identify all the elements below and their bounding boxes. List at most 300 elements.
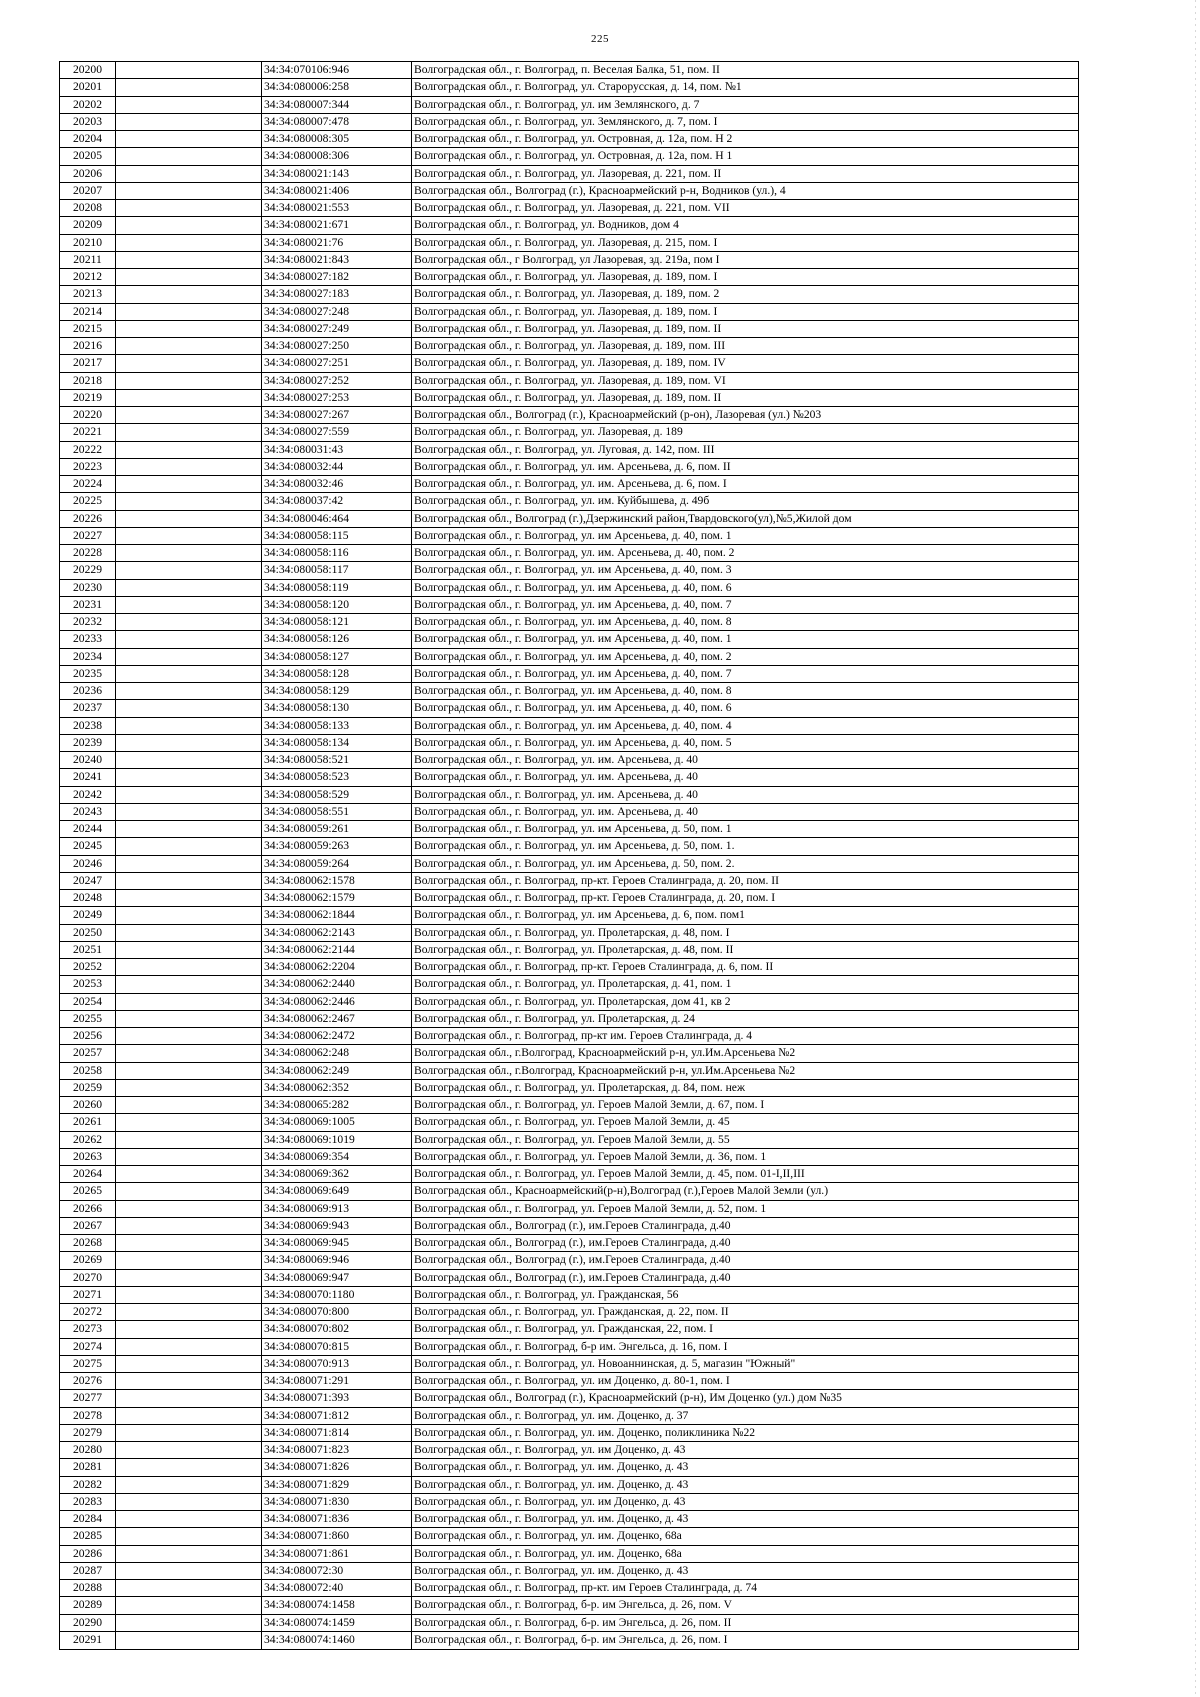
row-number-cell: 20249 (60, 907, 116, 923)
cadastral-number-cell: 34:34:080008:306 (262, 148, 412, 164)
empty-cell (116, 1425, 262, 1441)
empty-cell (116, 1390, 262, 1406)
table-row (60, 942, 1078, 959)
address-cell: Волгоградская обл., Красноармейский(р-н),Волгоград (г.),Героев Малой Земли (ул.) (414, 1184, 829, 1198)
empty-cell (116, 269, 262, 285)
empty-cell (116, 1339, 262, 1355)
row-number-cell: 20276 (60, 1373, 116, 1389)
cadastral-number-cell: 34:34:080058:116 (262, 545, 412, 561)
empty-cell (116, 1511, 262, 1527)
row-number-cell: 20247 (60, 873, 116, 889)
empty-cell (116, 321, 262, 337)
cadastral-number-cell: 34:34:080058:127 (262, 649, 412, 665)
cadastral-number-cell: 34:34:080069:1019 (262, 1132, 412, 1148)
empty-cell (116, 1494, 262, 1510)
row-number-cell: 20264 (60, 1166, 116, 1182)
row-number-cell: 20272 (60, 1304, 116, 1320)
table-row (60, 424, 1078, 441)
row-number-cell: 20202 (60, 97, 116, 113)
cadastral-number-cell: 34:34:080065:282 (262, 1097, 412, 1113)
empty-cell (116, 907, 262, 923)
empty-cell (116, 994, 262, 1010)
address-cell: Волгоградская обл., г.Волгоград, Красноармейский р-н, ул.Им.Арсеньева №2 (414, 1063, 796, 1077)
row-number-cell: 20263 (60, 1149, 116, 1165)
empty-cell (116, 666, 262, 682)
empty-cell (116, 1356, 262, 1372)
table-row (60, 1632, 1078, 1649)
cadastral-number-cell: 34:34:080071:829 (262, 1477, 412, 1493)
address-cell: Волгоградская обл., г. Волгоград, ул. им Арсеньева, д. 40, пом. 8 (414, 615, 732, 628)
cadastral-number-cell: 34:34:080007:478 (262, 114, 412, 130)
address-cell: Волгоградская обл., г. Волгоград, ул. им. Доценко, д. 43 (414, 1460, 689, 1474)
address-cell: Волгоградская обл., Волгоград (г.), им.Героев Сталинграда, д.40 (414, 1218, 731, 1232)
address-cell: Волгоградская обл., г. Волгоград, ул. им. Доценко, 68а (414, 1546, 682, 1560)
address-cell: Волгоградская обл., г. Волгоград, ул. Пролетарская, д. 48, пом. II (414, 942, 734, 956)
cadastral-number-cell: 34:34:080046:464 (262, 511, 412, 527)
address-cell: Волгоградская обл., г. Волгоград, ул. Старорусская, д. 14, пом. №1 (414, 80, 742, 94)
row-number-cell: 20261 (60, 1114, 116, 1130)
cadastral-number-cell: 34:34:080070:815 (262, 1339, 412, 1355)
table-row (60, 718, 1078, 735)
cadastral-number-cell: 34:34:080070:802 (262, 1321, 412, 1337)
row-number-cell: 20236 (60, 683, 116, 699)
row-number-cell: 20242 (60, 787, 116, 803)
empty-cell (116, 1287, 262, 1303)
row-number-cell: 20254 (60, 994, 116, 1010)
cadastral-number-cell: 34:34:080071:814 (262, 1425, 412, 1441)
table-row (60, 925, 1078, 942)
row-number-cell: 20213 (60, 286, 116, 302)
row-number-cell: 20222 (60, 442, 116, 458)
address-cell: Волгоградская обл., г. Волгоград, ул. Лазоревая, д. 221, пом. II (414, 166, 722, 180)
row-number-cell: 20219 (60, 390, 116, 406)
empty-cell (116, 821, 262, 837)
table-row (60, 166, 1078, 183)
table-row (60, 1132, 1078, 1149)
cadastral-number-cell: 34:34:080069:945 (262, 1235, 412, 1251)
cadastral-number-cell: 34:34:080031:43 (262, 442, 412, 458)
empty-cell (116, 700, 262, 716)
empty-cell (116, 942, 262, 958)
cadastral-number-cell: 34:34:080069:354 (262, 1149, 412, 1165)
address-cell: Волгоградская обл., г. Волгоград, ул. им Арсеньева, д. 40, пом. 8 (414, 684, 732, 697)
cadastral-number-cell: 34:34:080062:1578 (262, 873, 412, 889)
address-cell: Волгоградская обл., Волгоград (г.), Красноармейский р-н, Водников (ул.), 4 (414, 183, 786, 197)
row-number-cell: 20223 (60, 459, 116, 475)
row-number-cell: 20262 (60, 1132, 116, 1148)
cadastral-number-cell: 34:34:080059:261 (262, 821, 412, 837)
empty-cell (116, 787, 262, 803)
row-number-cell: 20287 (60, 1563, 116, 1579)
row-number-cell: 20289 (60, 1597, 116, 1613)
cadastral-number-cell: 34:34:080069:943 (262, 1218, 412, 1234)
address-cell: Волгоградская обл., г. Волгоград, ул. им Арсеньева, д. 40, пом. 3 (414, 563, 732, 577)
cadastral-number-cell: 34:34:080058:126 (262, 631, 412, 647)
address-cell: Волгоградская обл., г. Волгоград, ул. Пролетарская, дом 41, кв 2 (414, 994, 731, 1008)
address-cell: Волгоградская обл., г. Волгоград, ул. Островная, д. 12а, пом. Н 1 (414, 149, 733, 163)
cadastral-number-cell: 34:34:080062:2204 (262, 959, 412, 975)
address-cell: Волгоградская обл., г. Волгоград, ул. им Доценко, д. 43 (414, 1443, 686, 1456)
cadastral-number-cell: 34:34:080058:134 (262, 735, 412, 751)
row-number-cell: 20246 (60, 856, 116, 872)
address-cell: Волгоградская обл., г. Волгоград, б-р. им Энгельса, д. 26, пом. I (414, 1632, 728, 1646)
empty-cell (116, 1597, 262, 1613)
cadastral-number-cell: 34:34:080074:1459 (262, 1615, 412, 1631)
table-row (60, 235, 1078, 252)
table-row (60, 183, 1078, 200)
row-number-cell: 20238 (60, 718, 116, 734)
address-cell: Волгоградская обл., г. Волгоград, ул. Гражданская, 56 (414, 1287, 679, 1301)
row-number-cell: 20227 (60, 528, 116, 544)
address-cell: Волгоградская обл., г. Волгоград, ул. им. Доценко, поликлиника №22 (414, 1425, 756, 1439)
address-cell: Волгоградская обл., г. Волгоград, ул. им Арсеньева, д. 40, пом. 1 (414, 528, 732, 542)
cadastral-number-cell: 34:34:080062:1579 (262, 890, 412, 906)
row-number-cell: 20278 (60, 1408, 116, 1424)
cadastral-number-cell: 34:34:080069:947 (262, 1270, 412, 1286)
address-cell: Волгоградская обл., Волгоград (г.), им.Героев Сталинграда, д.40 (414, 1270, 731, 1284)
table-row (60, 476, 1078, 493)
table-row (60, 1390, 1078, 1407)
table-row (60, 511, 1078, 528)
cadastral-number-cell: 34:34:080058:121 (262, 614, 412, 630)
cadastral-number-cell: 34:34:080021:553 (262, 200, 412, 216)
table-row (60, 873, 1078, 890)
table-row (60, 528, 1078, 545)
empty-cell (116, 562, 262, 578)
address-cell: Волгоградская обл., г. Волгоград, б-р. им Энгельса, д. 26, пом. V (414, 1598, 733, 1612)
table-row (60, 1408, 1078, 1425)
table-row (60, 1235, 1078, 1252)
empty-cell (116, 735, 262, 751)
address-cell: Волгоградская обл., г. Волгоград, ул. им Арсеньева, д. 40, пом. 6 (414, 580, 732, 594)
registry-table (59, 61, 1079, 1650)
row-number-cell: 20240 (60, 752, 116, 768)
cadastral-number-cell: 34:34:080062:2446 (262, 994, 412, 1010)
table-row (60, 286, 1078, 303)
empty-cell (116, 200, 262, 216)
empty-cell (116, 528, 262, 544)
address-cell: Волгоградская обл., г. Волгоград, ул. Пролетарская, д. 84, пом. неж (414, 1080, 745, 1094)
cadastral-number-cell: 34:34:080059:263 (262, 838, 412, 854)
row-number-cell: 20259 (60, 1080, 116, 1096)
empty-cell (116, 580, 262, 596)
table-row (60, 769, 1078, 786)
address-cell: Волгоградская обл., г. Волгоград, ул. Пролетарская, д. 48, пом. I (414, 925, 730, 939)
table-row (60, 338, 1078, 355)
row-number-cell: 20226 (60, 511, 116, 527)
cadastral-number-cell: 34:34:080062:248 (262, 1045, 412, 1061)
address-cell: Волгоградская обл., Волгоград (г.), Красноармейский (р-он), Лазоревая (ул.) №203 (414, 408, 822, 421)
cadastral-number-cell: 34:34:080058:120 (262, 597, 412, 613)
empty-cell (116, 373, 262, 389)
cadastral-number-cell: 34:34:080058:115 (262, 528, 412, 544)
row-number-cell: 20284 (60, 1511, 116, 1527)
table-row (60, 666, 1078, 683)
table-row (60, 545, 1078, 562)
row-number-cell: 20268 (60, 1235, 116, 1251)
empty-cell (116, 1580, 262, 1596)
row-number-cell: 20220 (60, 407, 116, 423)
row-number-cell: 20281 (60, 1459, 116, 1475)
table-row (60, 1114, 1078, 1131)
row-number-cell: 20282 (60, 1477, 116, 1493)
table-row (60, 1546, 1078, 1563)
cadastral-number-cell: 34:34:080058:551 (262, 804, 412, 820)
cadastral-number-cell: 34:34:080062:2472 (262, 1028, 412, 1044)
cadastral-number-cell: 34:34:080027:248 (262, 304, 412, 320)
address-cell: Волгоградская обл., г. Волгоград, ул. им Арсеньева, д. 50, пом. 2. (414, 856, 735, 870)
empty-cell (116, 752, 262, 768)
table-row (60, 442, 1078, 459)
address-cell: Волгоградская обл., г. Волгоград, ул. Пролетарская, д. 24 (414, 1011, 695, 1025)
address-cell: Волгоградская обл., г. Волгоград, ул. Лазоревая, д. 189, пом. I (414, 270, 718, 283)
row-number-cell: 20218 (60, 373, 116, 389)
cadastral-number-cell: 34:34:080027:267 (262, 407, 412, 423)
empty-cell (116, 1063, 262, 1079)
row-number-cell: 20285 (60, 1528, 116, 1544)
empty-cell (116, 545, 262, 561)
cadastral-number-cell: 34:34:080071:830 (262, 1494, 412, 1510)
table-row (60, 1528, 1078, 1545)
table-row (60, 1011, 1078, 1028)
empty-cell (116, 459, 262, 475)
empty-cell (116, 1132, 262, 1148)
address-cell: Волгоградская обл., г. Волгоград, ул. Островная, д. 12а, пом. Н 2 (414, 132, 733, 145)
table-row (60, 890, 1078, 907)
empty-cell (116, 1114, 262, 1130)
empty-cell (116, 1235, 262, 1251)
page-number: 225 (591, 33, 609, 45)
empty-cell (116, 442, 262, 458)
empty-cell (116, 597, 262, 613)
row-number-cell: 20244 (60, 821, 116, 837)
row-number-cell: 20271 (60, 1287, 116, 1303)
cadastral-number-cell: 34:34:080006:258 (262, 79, 412, 95)
table-row (60, 1339, 1078, 1356)
table-row (60, 1477, 1078, 1494)
row-number-cell: 20270 (60, 1270, 116, 1286)
row-number-cell: 20255 (60, 1011, 116, 1027)
row-number-cell: 20241 (60, 769, 116, 785)
cadastral-number-cell: 34:34:080027:559 (262, 424, 412, 440)
address-cell: Волгоградская обл., г. Волгоград, ул. Лазоревая, д. 215, пом. I (414, 235, 718, 249)
table-row (60, 148, 1078, 165)
table-row (60, 1563, 1078, 1580)
empty-cell (116, 97, 262, 113)
address-cell: Волгоградская обл., г.Волгоград, Красноармейский р-н, ул.Им.Арсеньева №2 (414, 1046, 796, 1060)
address-cell: Волгоградская обл., г. Волгоград, ул. им Арсеньева, д. 40, пом. 4 (414, 718, 732, 732)
cadastral-number-cell: 34:34:080058:529 (262, 787, 412, 803)
address-cell: Волгоградская обл., г. Волгоград, ул. Лазоревая, д. 189, пом. VI (414, 373, 726, 387)
cadastral-number-cell: 34:34:080058:130 (262, 700, 412, 716)
address-cell: Волгоградская обл., г. Волгоград, ул. Героев Малой Земли, д. 52, пом. 1 (414, 1201, 767, 1215)
cadastral-number-cell: 34:34:080027:249 (262, 321, 412, 337)
table-row (60, 976, 1078, 993)
cadastral-number-cell: 34:34:080021:406 (262, 183, 412, 199)
empty-cell (116, 1201, 262, 1217)
cadastral-number-cell: 34:34:080021:143 (262, 166, 412, 182)
empty-cell (116, 114, 262, 130)
cadastral-number-cell: 34:34:080058:523 (262, 769, 412, 785)
table-row (60, 700, 1078, 717)
cadastral-number-cell: 34:34:080021:843 (262, 252, 412, 268)
cadastral-number-cell: 34:34:080032:46 (262, 476, 412, 492)
cadastral-number-cell: 34:34:080027:250 (262, 338, 412, 354)
table-row (60, 304, 1078, 321)
table-row (60, 1511, 1078, 1528)
empty-cell (116, 1459, 262, 1475)
address-cell: Волгоградская обл., Волгоград (г.), Красноармейский (р-н), Им Доценко (ул.) дом №35 (414, 1391, 842, 1405)
row-number-cell: 20231 (60, 597, 116, 613)
empty-cell (116, 1632, 262, 1649)
empty-cell (116, 286, 262, 302)
table-row (60, 97, 1078, 114)
cadastral-number-cell: 34:34:080071:861 (262, 1546, 412, 1562)
row-number-cell: 20250 (60, 925, 116, 941)
cadastral-number-cell: 34:34:080021:76 (262, 235, 412, 251)
row-number-cell: 20286 (60, 1546, 116, 1562)
cadastral-number-cell: 34:34:080069:649 (262, 1183, 412, 1199)
table-row (60, 131, 1078, 148)
table-row (60, 838, 1078, 855)
cadastral-number-cell: 34:34:080021:671 (262, 217, 412, 233)
empty-cell (116, 1097, 262, 1113)
empty-cell (116, 1218, 262, 1234)
table-row (60, 79, 1078, 96)
address-cell: Волгоградская обл., Волгоград (г.),Дзержинский район,Твардовского(ул),№5,Жилой дом (414, 511, 852, 525)
address-cell: Волгоградская обл., Волгоград (г.), им.Героев Сталинграда, д.40 (414, 1253, 731, 1267)
table-row (60, 459, 1078, 476)
table-row (60, 1045, 1078, 1062)
address-cell: Волгоградская обл., г. Волгоград, ул. им Арсеньева, д. 40, пом. 7 (414, 666, 732, 680)
empty-cell (116, 614, 262, 630)
empty-cell (116, 925, 262, 941)
row-number-cell: 20229 (60, 562, 116, 578)
table-row (60, 1321, 1078, 1338)
address-cell: Волгоградская обл., г. Волгоград, ул. Героев Малой Земли, д. 55 (414, 1132, 730, 1146)
table-row (60, 1425, 1078, 1442)
table-row (60, 597, 1078, 614)
address-cell: Волгоградская обл., г. Волгоград, ул. им. Доценко, 68а (414, 1529, 682, 1543)
cadastral-number-cell: 34:34:080058:521 (262, 752, 412, 768)
row-number-cell: 20273 (60, 1321, 116, 1337)
cadastral-number-cell: 34:34:080058:129 (262, 683, 412, 699)
cadastral-number-cell: 34:34:080071:836 (262, 1511, 412, 1527)
empty-cell (116, 838, 262, 854)
row-number-cell: 20275 (60, 1356, 116, 1372)
address-cell: Волгоградская обл., г. Волгоград, ул. им Арсеньева, д. 40, пом. 6 (414, 701, 732, 715)
empty-cell (116, 649, 262, 665)
address-cell: Волгоградская обл., г. Волгоград, ул. им. Арсеньева, д. 40 (414, 770, 698, 784)
empty-cell (116, 79, 262, 95)
address-cell: Волгоградская обл., г. Волгоград, ул. им Арсеньева, д. 40, пом. 7 (414, 597, 732, 611)
cadastral-number-cell: 34:34:080072:40 (262, 1580, 412, 1596)
empty-cell (116, 769, 262, 785)
address-cell: Волгоградская обл., г. Волгоград, ул. им Арсеньева, д. 50, пом. 1. (414, 839, 735, 853)
row-number-cell: 20230 (60, 580, 116, 596)
table-row (60, 752, 1078, 769)
row-number-cell: 20225 (60, 493, 116, 509)
table-row (60, 1442, 1078, 1459)
address-cell: Волгоградская обл., г. Волгоград, ул. им Арсеньева, д. 40, пом. 1 (414, 632, 732, 646)
row-number-cell: 20277 (60, 1390, 116, 1406)
empty-cell (116, 631, 262, 647)
empty-cell (116, 390, 262, 406)
table-row (60, 355, 1078, 372)
address-cell: Волгоградская обл., г. Волгоград, ул. им Доценко, д. 80-1, пом. I (414, 1374, 730, 1387)
table-row (60, 1080, 1078, 1097)
row-number-cell: 20266 (60, 1201, 116, 1217)
row-number-cell: 20252 (60, 959, 116, 975)
address-cell: Волгоградская обл., г. Волгоград, ул. им. Арсеньева, д. 6, пом. II (414, 459, 731, 473)
row-number-cell: 20256 (60, 1028, 116, 1044)
empty-cell (116, 235, 262, 251)
empty-cell (116, 338, 262, 354)
empty-cell (116, 183, 262, 199)
table-row (60, 373, 1078, 390)
table-row (60, 1252, 1078, 1269)
table-row (60, 1373, 1078, 1390)
cadastral-number-cell: 34:34:080069:1005 (262, 1114, 412, 1130)
empty-cell (116, 804, 262, 820)
row-number-cell: 20214 (60, 304, 116, 320)
row-number-cell: 20290 (60, 1615, 116, 1631)
address-cell: Волгоградская обл., г. Волгоград, ул. им Землянского, д. 7 (414, 97, 700, 111)
row-number-cell: 20291 (60, 1632, 116, 1649)
table-row (60, 217, 1078, 234)
row-number-cell: 20201 (60, 79, 116, 95)
cadastral-number-cell: 34:34:080062:2467 (262, 1011, 412, 1027)
empty-cell (116, 1252, 262, 1268)
table-row (60, 1304, 1078, 1321)
cadastral-number-cell: 34:34:080058:117 (262, 562, 412, 578)
table-row (60, 407, 1078, 424)
cadastral-number-cell: 34:34:080071:393 (262, 1390, 412, 1406)
row-number-cell: 20224 (60, 476, 116, 492)
table-row (60, 1597, 1078, 1614)
address-cell: Волгоградская обл., г. Волгоград, ул. Лазоревая, д. 189 (414, 425, 683, 439)
empty-cell (116, 304, 262, 320)
address-cell: Волгоградская обл., г. Волгоград, ул. Землянского, д. 7, пом. I (414, 114, 718, 128)
empty-cell (116, 873, 262, 889)
empty-cell (116, 1183, 262, 1199)
cadastral-number-cell: 34:34:080032:44 (262, 459, 412, 475)
cadastral-number-cell: 34:34:080062:249 (262, 1063, 412, 1079)
row-number-cell: 20251 (60, 942, 116, 958)
address-cell: Волгоградская обл., г. Волгоград, ул. им Арсеньева, д. 40, пом. 5 (414, 735, 732, 749)
table-row (60, 614, 1078, 631)
row-number-cell: 20204 (60, 131, 116, 147)
cadastral-number-cell: 34:34:080062:2143 (262, 925, 412, 941)
address-cell: Волгоградская обл., г. Волгоград, ул. Гражданская, д. 22, пом. II (414, 1305, 729, 1318)
empty-cell (116, 476, 262, 492)
row-number-cell: 20217 (60, 355, 116, 371)
cadastral-number-cell: 34:34:080027:182 (262, 269, 412, 285)
cadastral-number-cell: 34:34:080027:251 (262, 355, 412, 371)
cadastral-number-cell: 34:34:080062:352 (262, 1080, 412, 1096)
table-row (60, 683, 1078, 700)
table-row (60, 856, 1078, 873)
row-number-cell: 20260 (60, 1097, 116, 1113)
row-number-cell: 20245 (60, 838, 116, 854)
table-row (60, 821, 1078, 838)
row-number-cell: 20288 (60, 1580, 116, 1596)
empty-cell (116, 1321, 262, 1337)
address-cell: Волгоградская обл., г. Волгоград, ул. Луговая, д. 142, пом. III (414, 442, 715, 456)
address-cell: Волгоградская обл., г. Волгоград, б-р им. Энгельса, д. 16, пом. I (414, 1339, 728, 1353)
address-cell: Волгоградская обл., г. Волгоград, пр-кт. Героев Сталинграда, д. 6, пом. II (414, 960, 774, 973)
empty-cell (116, 1028, 262, 1044)
